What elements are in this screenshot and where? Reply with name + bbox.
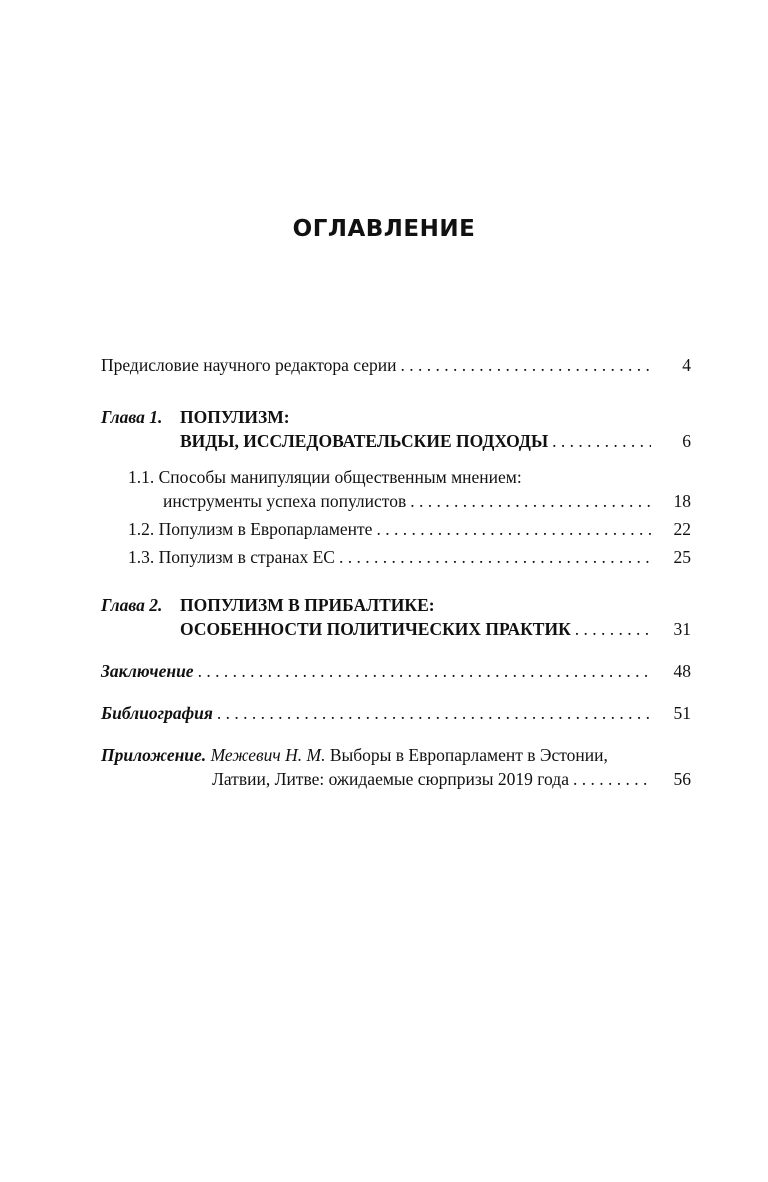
toc-page-number: 6 [682,431,691,451]
toc-entry-chapter-2[interactable] [180,615,691,643]
toc-entry-text: ВИДЫ, ИССЛЕДОВАТЕЛЬСКИЕ ПОДХОДЫ [180,431,549,451]
toc-entry-section-1-2[interactable] [128,515,691,543]
chapter-label: Глава 1. [101,407,163,427]
toc-page-number: 56 [673,769,691,789]
toc-page-number: 18 [673,491,691,511]
dot-leader [194,657,651,685]
toc-entry-section-1-3[interactable] [128,543,691,571]
toc-entry-bibliography[interactable] [101,699,691,727]
toc-page-number: 51 [673,703,691,723]
toc-entry-conclusion[interactable] [101,657,691,685]
dot-leader [397,351,651,379]
toc-entry-preface[interactable] [101,351,691,379]
toc-page-number: 22 [673,519,691,539]
appendix-title-line1: Выборы в Европарламент в Эстонии, [329,745,608,765]
dot-leader [406,487,651,515]
dot-leader [569,765,651,793]
appendix-label: Приложение. [101,745,207,765]
toc-entry-text: Латвии, Литве: ожидаемые сюрпризы 2019 года [212,769,569,789]
appendix-author: Межевич Н. М. [210,745,326,765]
dot-leader [372,515,651,543]
toc-entry-text: инструменты успеха популистов [163,491,407,511]
toc-page-number: 4 [682,355,691,375]
page-title: ОГЛАВЛЕНИЕ [292,216,476,242]
toc-page-number: 48 [673,661,691,681]
toc-entry-text: 1.2. Популизм в Европарламенте [128,519,373,539]
toc-entry-text: Заключение [101,661,194,681]
dot-leader [548,427,651,455]
toc-entry-text: 1.3. Популизм в странах ЕС [128,547,335,567]
toc-entry-appendix[interactable] [212,765,691,793]
dot-leader [571,615,651,643]
toc-chapter-1-label [101,403,162,431]
toc-page-number: 25 [673,547,691,567]
toc-entry-text: Библиография [101,703,213,723]
toc-entry-text: ОСОБЕННОСТИ ПОЛИТИЧЕСКИХ ПРАКТИК [180,619,571,639]
toc-entry-text: Предисловие научного редактора серии [101,355,397,375]
dot-leader [213,699,651,727]
toc-chapter-2-label [101,591,162,619]
toc-section-1-1-line1[interactable]: 1.1. Способы манипуляции общественным мнением: [128,467,522,487]
chapter-label: Глава 2. [101,595,163,615]
toc-entry-section-1-1[interactable] [163,487,691,515]
toc-page-number: 31 [673,619,691,639]
dot-leader [335,543,651,571]
toc-entry-chapter-1[interactable] [180,427,691,455]
toc-chapter-1-title-line1[interactable]: ПОПУЛИЗМ: [180,407,290,427]
toc-chapter-2-title-line1[interactable]: ПОПУЛИЗМ В ПРИБАЛТИКЕ: [180,595,435,615]
